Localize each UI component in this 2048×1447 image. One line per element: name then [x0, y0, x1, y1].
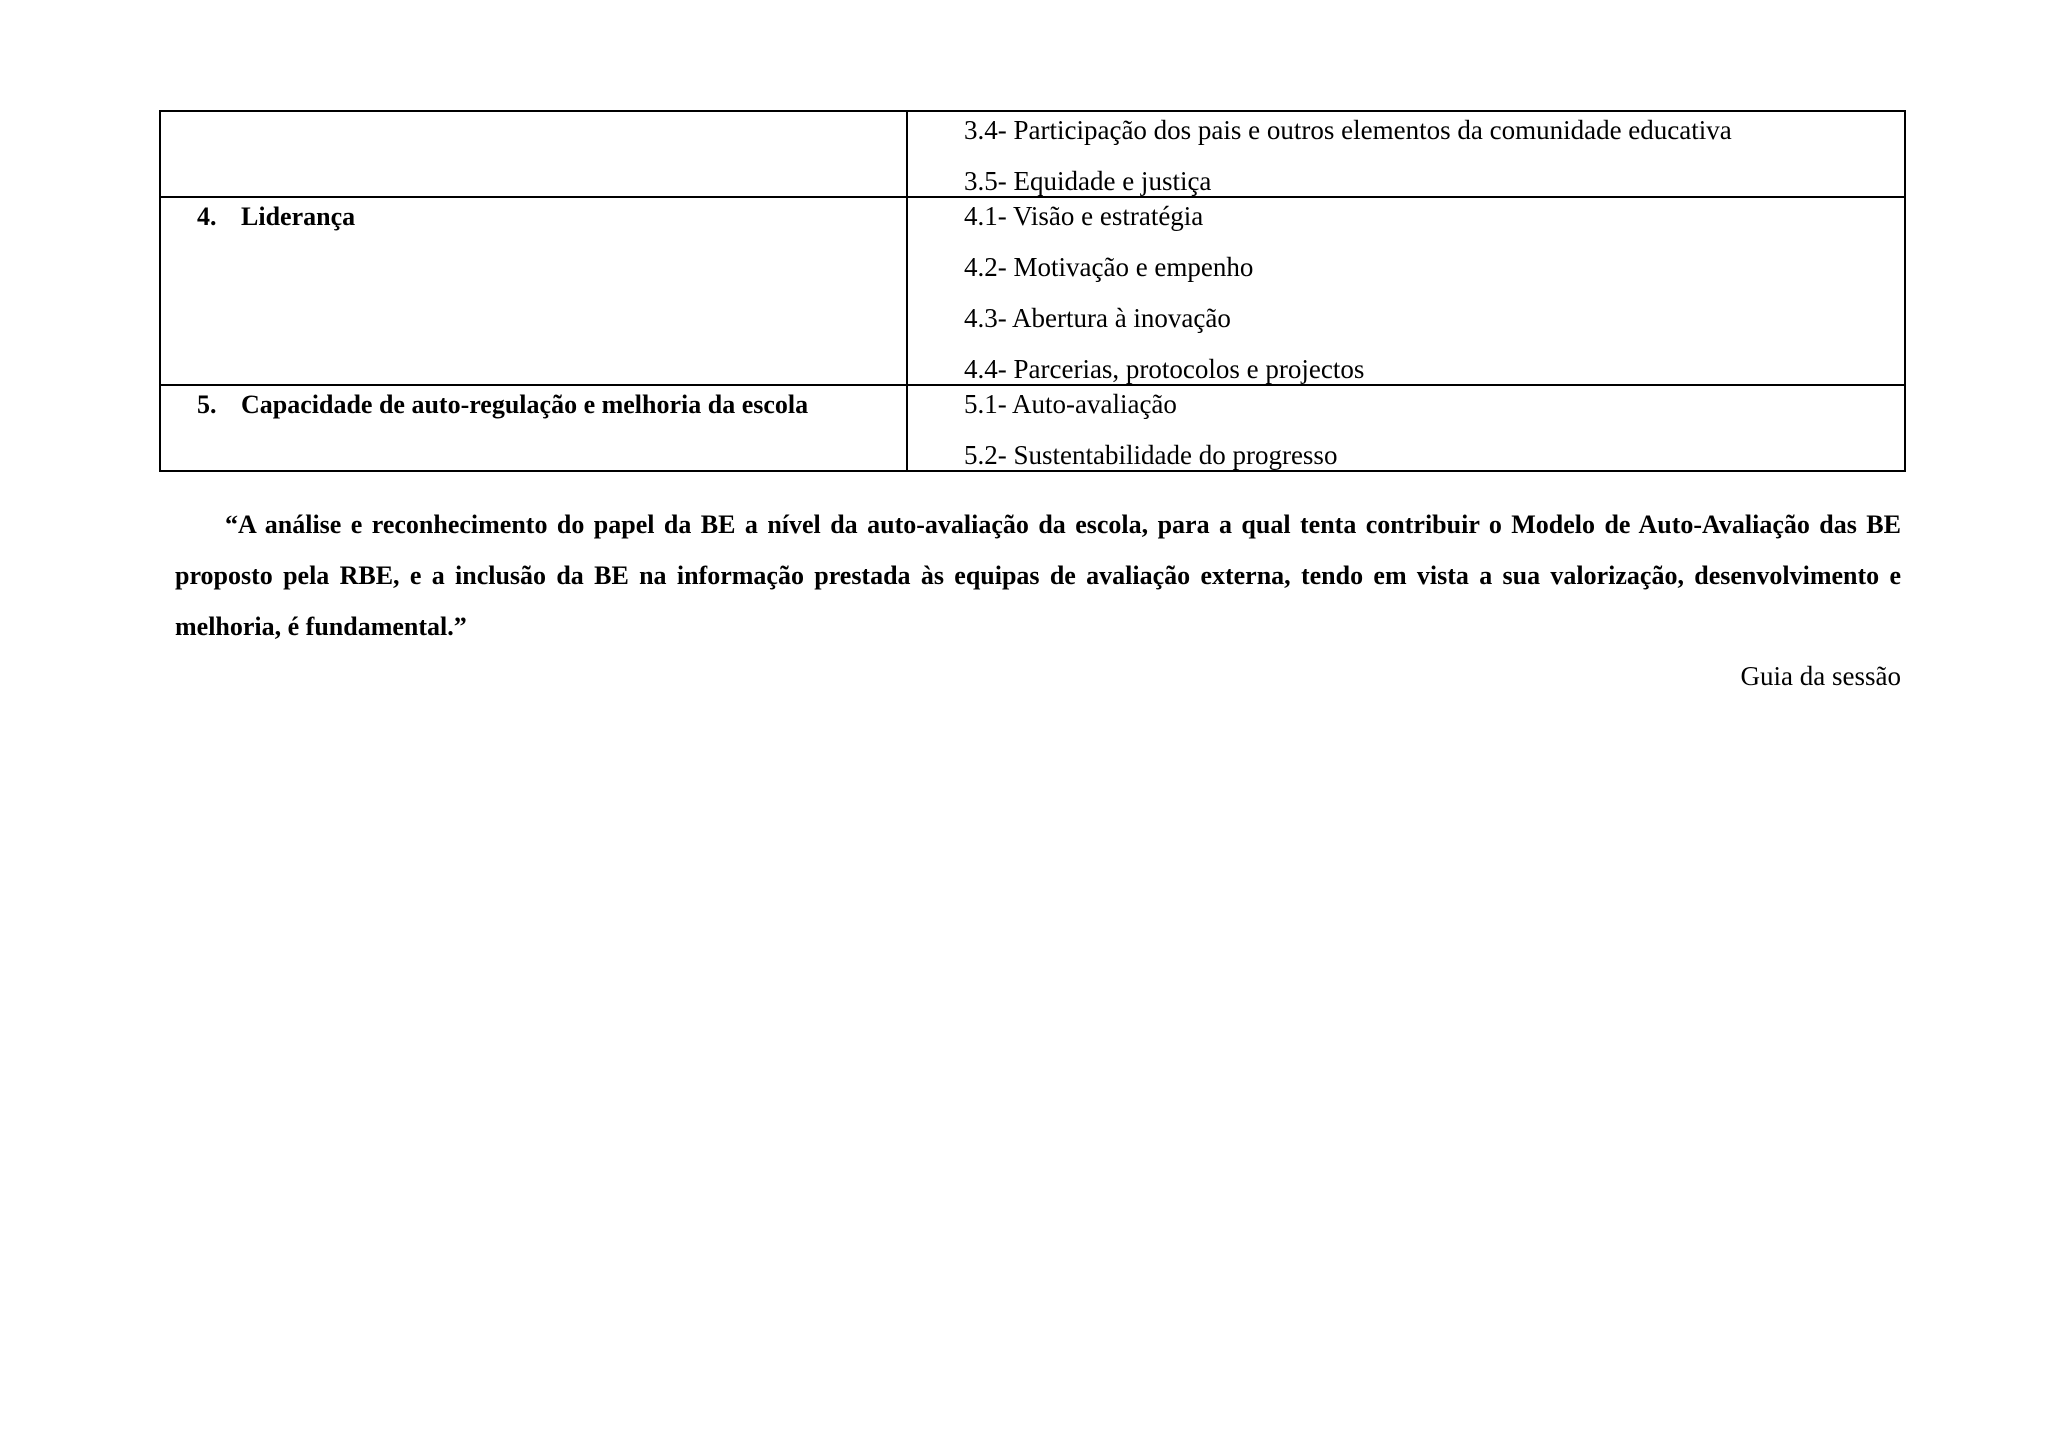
- subdomain-item: 4.3- Abertura à inovação: [964, 303, 1231, 333]
- subdomain-item: 5.2- Sustentabilidade do progresso: [964, 440, 1338, 470]
- domain-title: [161, 202, 906, 232]
- table-row: [160, 197, 1905, 385]
- subdomain-cell: [907, 111, 1905, 197]
- domain-cell: [160, 111, 907, 197]
- domain-title: [161, 390, 906, 420]
- evaluation-domains-table: [159, 110, 1906, 472]
- domain-label: Liderança: [241, 202, 356, 231]
- domain-label: Capacidade de auto-regulação e melhoria da escola: [241, 390, 809, 419]
- subdomain-list: [908, 389, 1904, 470]
- subdomain-cell: [907, 385, 1905, 471]
- table-row: [160, 385, 1905, 471]
- domain-number: 5.: [197, 390, 217, 419]
- table-row: [160, 111, 1905, 197]
- subdomain-item: 3.5- Equidade e justiça: [964, 166, 1212, 196]
- subdomain-item: 4.1- Visão e estratégia: [964, 201, 1204, 231]
- quote-paragraph: “A análise e reconhecimento do papel da BE a nível da auto-avaliação da escola, para a qual tenta contribuir o Modelo de Auto-Avaliação das BE proposto pela RBE, e a inclusão da BE na informação prestada às equipas de avaliação externa, tendo em vista a sua valorização, desenvolvimento e melhoria, é fundamental.”: [175, 510, 1901, 641]
- subdomain-list: [908, 201, 1904, 384]
- quote-source: Guia da sessão: [1740, 661, 1901, 691]
- subdomain-item: 5.1- Auto-avaliação: [964, 389, 1177, 419]
- subdomain-item: 4.2- Motivação e empenho: [964, 252, 1254, 282]
- domain-cell: [160, 385, 907, 471]
- domain-number: 4.: [197, 202, 217, 231]
- domain-cell: [160, 197, 907, 385]
- subdomain-item: 3.4- Participação dos pais e outros elementos da comunidade educativa: [964, 115, 1732, 145]
- subdomain-list: [908, 115, 1904, 196]
- subdomain-item: 4.4- Parcerias, protocolos e projectos: [964, 354, 1365, 384]
- subdomain-cell: [907, 197, 1905, 385]
